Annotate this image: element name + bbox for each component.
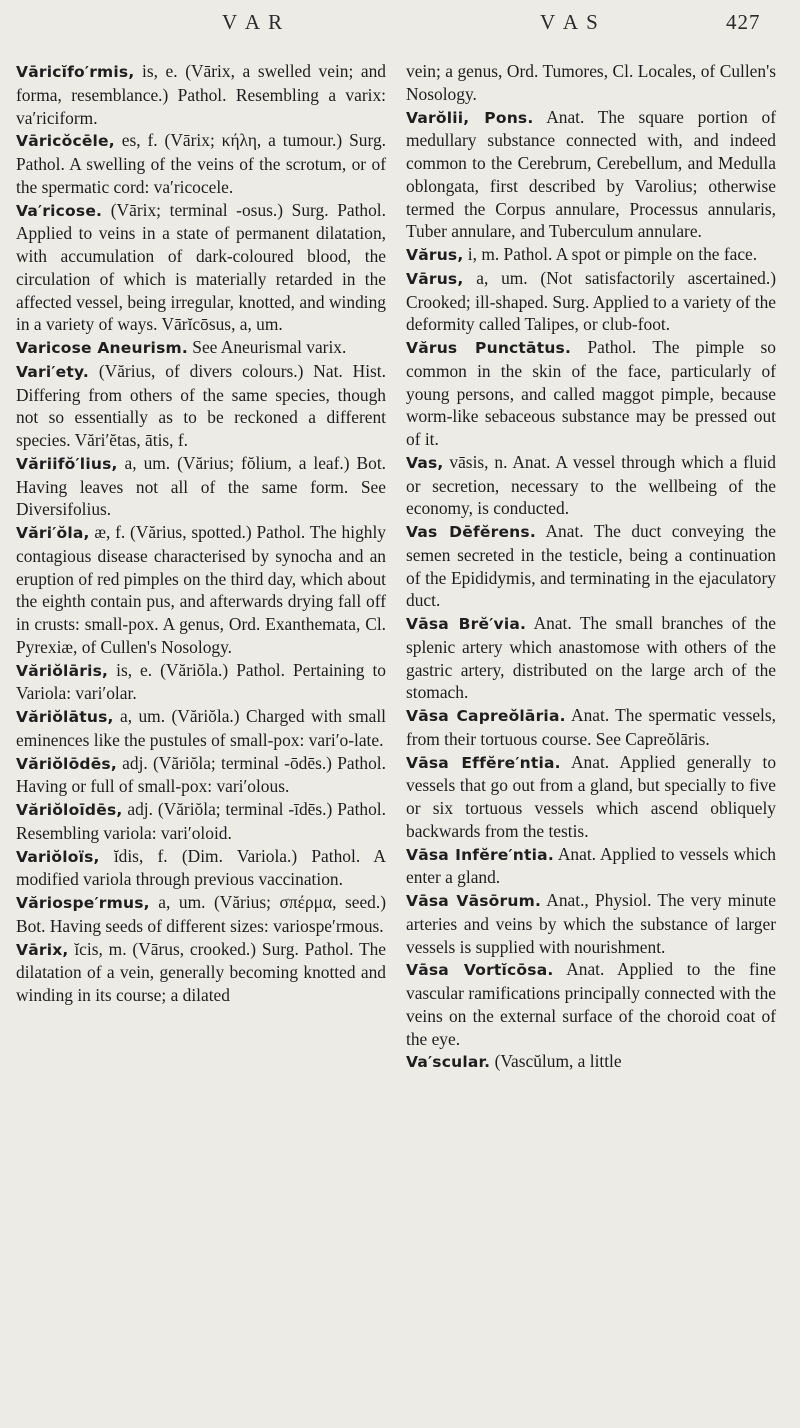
entry-headword: Vas Dēfĕrens. xyxy=(406,523,536,541)
dictionary-entry xyxy=(406,520,776,612)
entry-headword: Vāsa Capreŏlāria. xyxy=(406,707,566,725)
dictionary-entry xyxy=(406,336,776,451)
dictionary-entry xyxy=(16,360,386,452)
entry-headword: Varŏlii, Pons. xyxy=(406,108,534,127)
entry-headword: Vāsa Vāsōrum. xyxy=(406,892,542,910)
entry-headword: Va′scular. xyxy=(406,1053,491,1072)
dictionary-entry xyxy=(406,704,776,751)
entry-definition: ĭcis, m. (Vārus, crooked.) Surg. Pathol. The dilatation of a vein, generally becoming knotted and winding in its course; a dilated xyxy=(16,938,386,1005)
entry-headword: Vāricŏcēle, xyxy=(16,132,115,151)
dictionary-entry xyxy=(406,958,776,1050)
left-running-head: V A R xyxy=(222,10,285,34)
dictionary-entry xyxy=(406,843,776,890)
entry-headword: Vāricĭfo′rmis, xyxy=(16,63,135,81)
entry-headword: Vāsa Vortĭcōsa. xyxy=(406,961,554,980)
entry-definition: Anat., Physiol. The very minute arteries and veins by which the substance of larger vessels is supplied with nourishment. xyxy=(406,890,776,957)
dictionary-entry xyxy=(406,1050,776,1074)
entry-definition: Pathol. The pimple so common in the skin of the face, particularly of young persons, and called maggot pimple, because worm-like sebaceous substance may be pressed out of it. xyxy=(406,337,776,449)
dictionary-entry xyxy=(16,891,386,938)
entry-definition: es, f. (Vārix; κήλη, a tumour.) Surg. Pathol. A swelling of the veins of the scrotum, or of the spermatic cord: va′ricocele. xyxy=(16,130,386,197)
dictionary-entry xyxy=(16,129,386,198)
right-column xyxy=(406,60,776,1074)
entry-definition: a, um. (Văriŏla.) Charged with small eminences like the pustules of small-pox: vari′o-late. xyxy=(16,706,386,750)
entry-headword: Vari′ety. xyxy=(16,362,89,381)
entry-definition: Anat. The duct conveying the semen secreted in the testicle, being a continuation of the Epididymis, and terminating in the ejaculatory duct. xyxy=(406,521,776,611)
entry-definition: adj. (Văriŏla; terminal -īdēs.) Pathol. Resembling variola: vari′oloid. xyxy=(16,799,386,843)
dictionary-entry xyxy=(16,336,386,360)
entry-headword: Varicose Aneurism. xyxy=(16,339,188,357)
entry-headword: Vārix, xyxy=(16,940,69,959)
dictionary-entry xyxy=(406,612,776,704)
entry-headword: Văriŏlāris, xyxy=(16,661,109,680)
entry-headword: Vāsa Brĕ′via. xyxy=(406,615,527,633)
entry-headword: Vări′ŏla, xyxy=(16,524,90,542)
dictionary-entry xyxy=(16,845,386,892)
dictionary-entry xyxy=(16,705,386,752)
entry-definition: (Vārix; terminal -osus.) Surg. Pathol. Applied to veins in a state of permanent dilatation, with accumulation of dark-coloured blood, the circulation of which is materially retarded in the affected vessel, being irregular, knotted, and winding in a variety of ways. Vārĭcōsus, a, um. xyxy=(16,199,386,335)
entry-headword: Va′ricose. xyxy=(16,201,103,220)
dictionary-entry xyxy=(406,751,776,843)
dictionary-entry xyxy=(16,752,386,799)
entry-definition: i, m. Pathol. A spot or pimple on the face. xyxy=(463,244,758,264)
entry-headword: Văriifŏ′lius, xyxy=(16,454,118,473)
dictionary-entry xyxy=(406,889,776,958)
left-column xyxy=(16,60,386,1007)
dictionary-entry xyxy=(406,451,776,520)
right-running-head: V A S xyxy=(540,10,600,34)
entry-definition: is, e. (Văriŏla.) Pathol. Pertaining to Variola: vari′olar. xyxy=(16,659,386,704)
page-number: 427 xyxy=(726,10,761,34)
entry-headword: Vāsa Infĕre′ntia. xyxy=(406,845,554,864)
entry-definition: ĭdis, f. (Dim. Variola.) Pathol. A modified variola through previous vaccination. xyxy=(16,845,386,890)
entry-definition: (Vascŭlum, a little xyxy=(490,1051,622,1072)
entry-headword: Vărus Punctātus. xyxy=(406,339,572,357)
entry-definition: is, e. (Vārix, a swelled vein; and forma, resemblance.) Pathol. Resembling a varix: va′riciform. xyxy=(16,61,386,128)
entry-definition: Anat. The small branches of the splenic artery which anastomose with others of the gastric artery, distributed on the large arch of the stomach. xyxy=(406,613,776,703)
dictionary-entry xyxy=(16,521,386,659)
entry-definition: vāsis, n. Anat. A vessel through which a fluid or secretion, necessary to the wellbeing of the economy, is conducted. xyxy=(406,451,776,519)
dictionary-entry xyxy=(406,267,776,336)
entry-definition: æ, f. (Vărius, spotted.) Pathol. The highly contagious disease characterised by synocha and an eruption of red pimples on the third day, which about the eighth contain pus, and afterwards drying fall off in crusts: small-pox. A genus, Ord. Exanthemata, Cl. Pyrexiæ, of Cullen's Nosology. xyxy=(16,522,386,657)
page-header xyxy=(0,10,800,44)
entry-headword: Variŏloïs, xyxy=(16,847,100,866)
dictionary-entry xyxy=(406,60,776,106)
entry-headword: Vărus, xyxy=(406,246,464,264)
dictionary-entry xyxy=(406,243,776,267)
dictionary-entry xyxy=(16,452,386,521)
dictionary-entry xyxy=(406,106,776,244)
entry-definition: Anat. Applied to vessels which enter a gland. xyxy=(406,843,776,888)
entry-definition: a, um. (Vărius; σπέρμα, seed.) Bot. Having seeds of different sizes: variospe′rmous. xyxy=(16,892,386,936)
entry-headword: Văriospe′rmus, xyxy=(16,894,150,912)
entry-definition: Anat. The spermatic vessels, from their tortuous course. See Capreŏlāris. xyxy=(406,705,777,749)
entry-definition: Anat. The square portion of medullary substance connected with, and indeed common to the Cerebrum, Cerebellum, and Medulla oblongata, first described by Varolius; otherwise termed the Corpus annulare, Processus annularis, Tuber annulare, and Tuberculum annulare. xyxy=(406,106,776,242)
entry-definition: vein; a genus, Ord. Tumores, Cl. Locales, of Cullen's Nosology. xyxy=(406,61,776,104)
entry-headword: Văriŏlātus, xyxy=(16,708,114,726)
entry-definition: adj. (Văriŏla; terminal -ōdēs.) Pathol. Having or full of small-pox: vari′olous. xyxy=(16,752,386,797)
entry-definition: (Vărius, of divers colours.) Nat. Hist. Differing from others of the same species, though not so essentially as to be reckoned a different species. Vări′ĕtas, ātis, f. xyxy=(16,360,386,450)
dictionary-entry xyxy=(16,60,386,129)
entry-headword: Văriŏlōdēs, xyxy=(16,754,117,773)
entry-definition: See Aneurismal varix. xyxy=(187,337,347,357)
entry-headword: Vāsa Effĕre′ntia. xyxy=(406,753,561,772)
dictionary-entry xyxy=(16,938,386,1007)
entry-headword: Vārus, xyxy=(406,269,464,288)
dictionary-entry xyxy=(16,659,386,706)
entry-definition: a, um. (Vărius; fŏlium, a leaf.) Bot. Having leaves not all of the same form. See Diversifolius. xyxy=(16,452,386,520)
dictionary-entry xyxy=(16,199,386,337)
entry-definition: a, um. (Not satisfactorily ascertained.) Crooked; ill-shaped. Surg. Applied to a variety of the deformity called Talipes, or club-foot. xyxy=(406,267,776,335)
entry-definition: Anat. Applied generally to vessels that go out from a gland, but specially to five or six tortuous vessels which ascend obliquely backwards from the testis. xyxy=(406,751,777,841)
entry-headword: Vas, xyxy=(406,453,444,472)
entry-definition: Anat. Applied to the fine vascular ramifications principally connected with the veins on the external surface of the choroid coat of the eye. xyxy=(406,959,776,1049)
entry-headword: Văriŏloīdēs, xyxy=(16,801,123,819)
dictionary-entry xyxy=(16,798,386,845)
